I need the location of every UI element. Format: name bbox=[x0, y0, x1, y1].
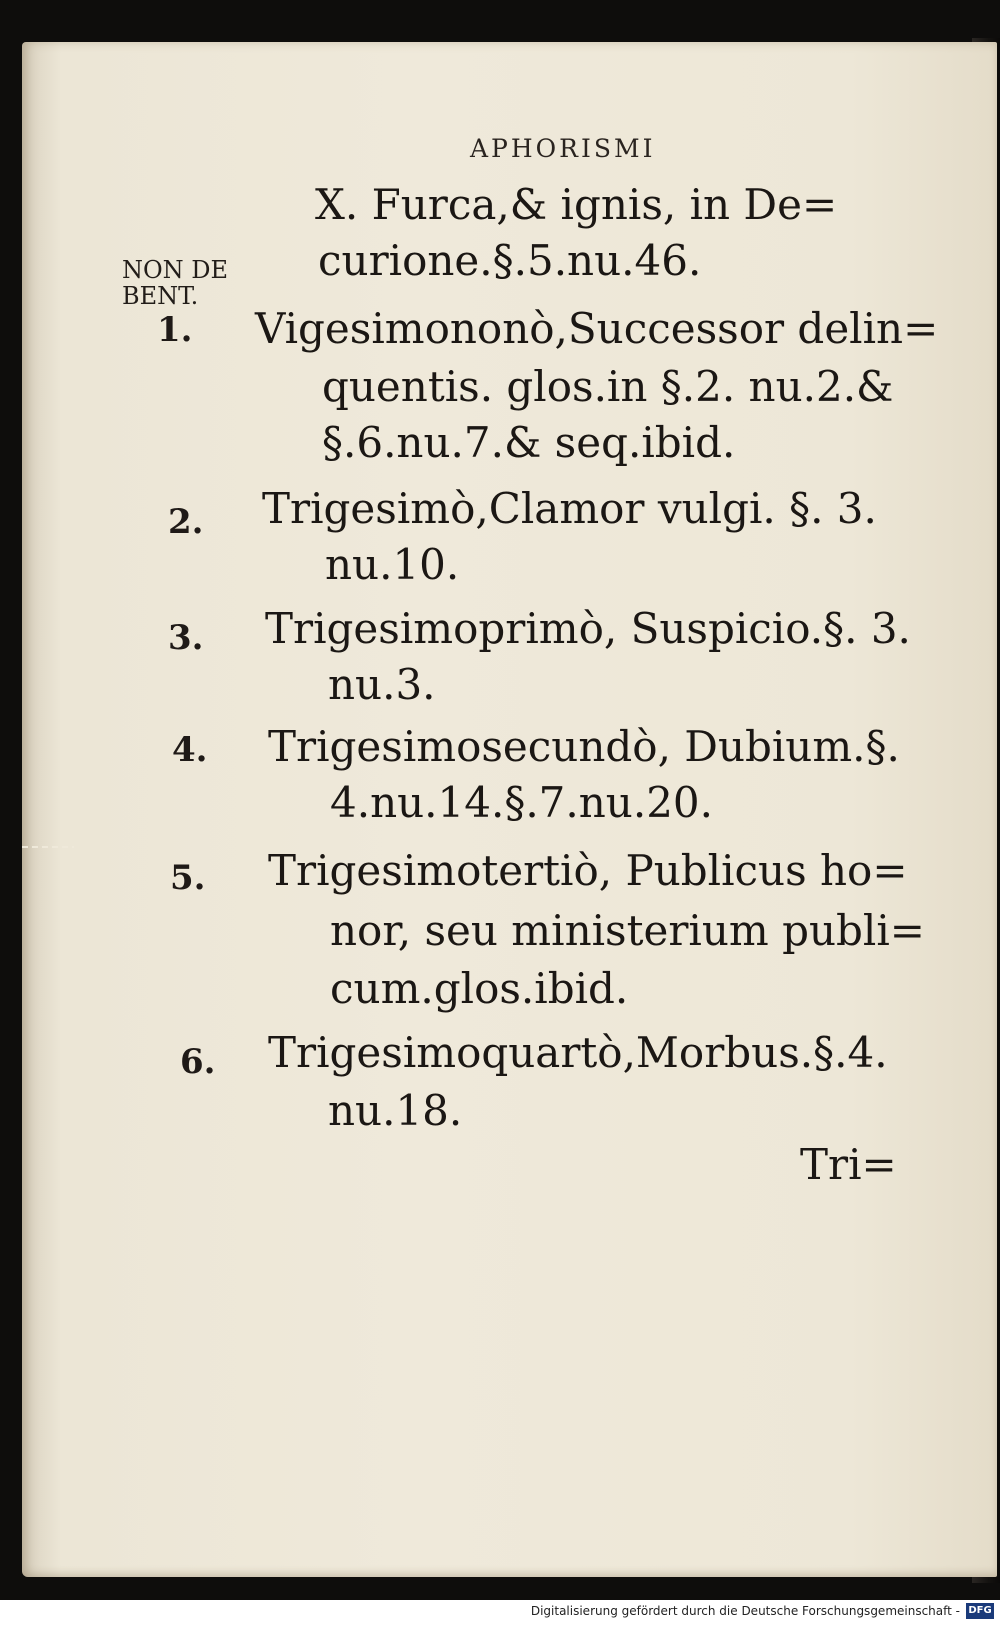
item-5-line-3: cum.glos.ibid. bbox=[330, 964, 629, 1013]
item-number-2: 2. bbox=[168, 502, 204, 542]
catchword: Tri= bbox=[800, 1140, 897, 1189]
item-5-line-1: Trigesimotertiò, Publicus ho= bbox=[268, 846, 908, 895]
marginal-note-line-2: BENT. bbox=[122, 282, 199, 310]
dfg-logo: DFG bbox=[966, 1603, 994, 1619]
text-line-x-1: X. Furca,& ignis, in De= bbox=[315, 180, 838, 229]
item-3-line-2: nu.3. bbox=[328, 660, 436, 709]
item-3-line-1: Trigesimoprimò, Suspicio.§. 3. bbox=[265, 604, 911, 653]
item-1-line-3: §.6.nu.7.& seq.ibid. bbox=[322, 418, 736, 467]
item-number-5: 5. bbox=[170, 858, 206, 898]
item-4-line-2: 4.nu.14.§.7.nu.20. bbox=[330, 778, 713, 827]
item-6-line-1: Trigesimoquartò,Morbus.§.4. bbox=[268, 1028, 888, 1077]
item-number-1: 1. bbox=[157, 310, 193, 350]
item-number-3: 3. bbox=[168, 618, 204, 658]
item-number-6: 6. bbox=[180, 1042, 216, 1082]
item-5-line-2: nor, seu ministerium publi= bbox=[330, 906, 925, 955]
item-number-4: 4. bbox=[172, 730, 208, 770]
item-1-line-1: Vigesimononò,Successor delin= bbox=[255, 304, 939, 353]
text-line-x-2: curione.§.5.nu.46. bbox=[318, 236, 702, 285]
item-2-line-2: nu.10. bbox=[325, 540, 460, 589]
item-6-line-2: nu.18. bbox=[328, 1086, 463, 1135]
item-4-line-1: Trigesimosecundò, Dubium.§. bbox=[268, 722, 900, 771]
item-2-line-1: Trigesimò,Clamor vulgi. §. 3. bbox=[262, 484, 877, 533]
page-fold-mark bbox=[22, 846, 74, 848]
item-1-line-2: quentis. glos.in §.2. nu.2.& bbox=[322, 362, 894, 411]
running-header: APHORISMI bbox=[470, 134, 656, 163]
marginal-note-line-1: NON DE bbox=[122, 256, 229, 284]
footer-credit: Digitalisierung gefördert durch die Deutsche Forschungsgemeinschaft - bbox=[530, 1604, 960, 1618]
